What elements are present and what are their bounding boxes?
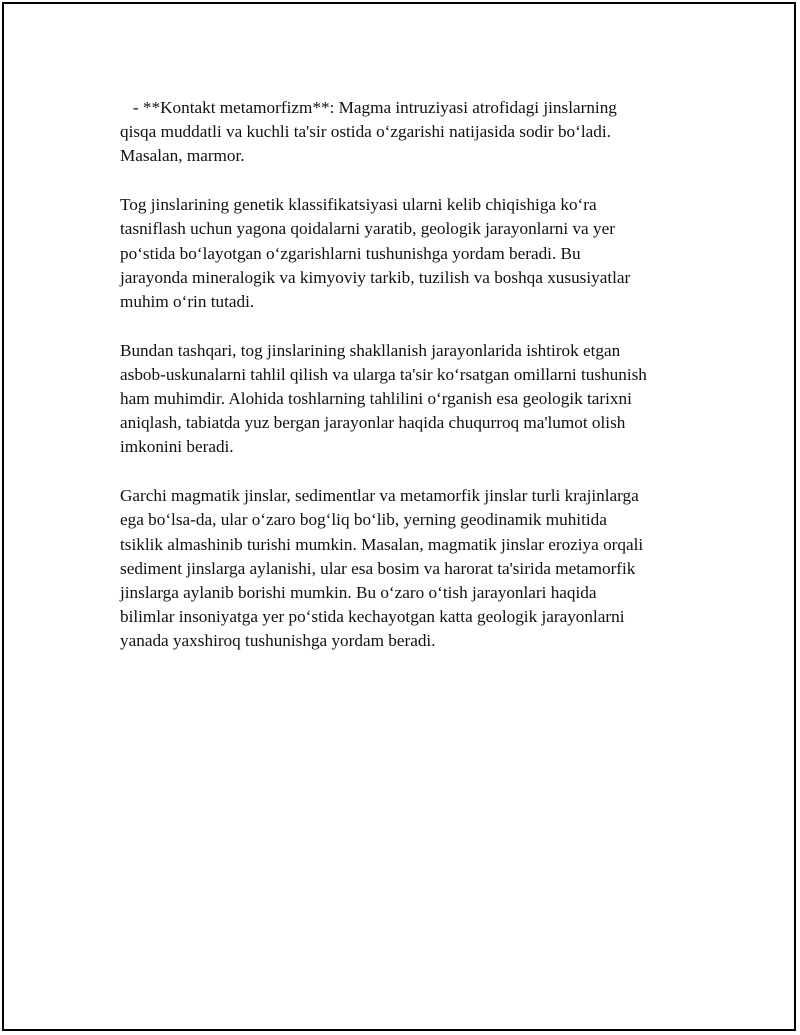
text-line: imkonini beradi. — [120, 437, 234, 457]
text-line: tasniflash uchun yagona qoidalarni yaratib, geologik jarayonlarni va yer — [120, 219, 615, 239]
paragraph-kontakt-metamorfizm — [120, 96, 690, 169]
text-line: asbob-uskunalarni tahlil qilish va ularga ta'sir ko‘rsatgan omillarni tushunish — [120, 364, 647, 384]
paragraph-shakllanish-jarayonlari — [120, 339, 690, 460]
text-line: po‘stida bo‘layotgan o‘zgarishlarni tushunishga yordam beradi. Bu — [120, 243, 581, 263]
text-line: bilimlar insoniyatga yer po‘stida kechayotgan katta geologik jarayonlarni — [120, 607, 625, 627]
text-line: Bundan tashqari, tog jinslarining shakllanish jarayonlarida ishtirok etgan — [120, 340, 621, 360]
text-line: ham muhimdir. Alohida toshlarning tahlilini o‘rganish esa geologik tarixni — [120, 389, 632, 409]
text-line: Masalan, marmor. — [120, 146, 245, 166]
text-line: - **Kontakt metamorfizm**: Magma intruziyasi atrofidagi jinslarning — [120, 98, 617, 117]
text-line: qisqa muddatli va kuchli ta'sir ostida o‘zgarishi natijasida sodir bo‘ladi. — [120, 122, 611, 142]
text-line: jinslarga aylanib borishi mumkin. Bu o‘zaro o‘tish jarayonlari haqida — [120, 582, 597, 602]
text-line: sediment jinslarga aylanishi, ular esa bosim va harorat ta'sirida metamorfik — [120, 558, 636, 578]
paragraph-genetik-klassifikatsiya — [120, 193, 690, 314]
text-line: Tog jinslarining genetik klassifikatsiyasi ularni kelib chiqishiga ko‘ra — [120, 195, 597, 215]
text-line: tsiklik almashinib turishi mumkin. Masalan, magmatik jinslar eroziya orqali — [120, 534, 644, 554]
paragraph-ozaro-bogliqlik — [120, 484, 690, 653]
document-body — [120, 96, 690, 678]
text-line: muhim o‘rin tutadi. — [120, 291, 255, 311]
text-line: ega bo‘lsa-da, ular o‘zaro bog‘liq bo‘lib, yerning geodinamik muhitida — [120, 510, 607, 530]
text-line: Garchi magmatik jinslar, sedimentlar va metamorfik jinslar turli krajinlarga — [120, 486, 639, 506]
document-page — [2, 2, 796, 1031]
text-line: jarayonda mineralogik va kimyoviy tarkib, tuzilish va boshqa xususiyatlar — [120, 267, 631, 287]
text-line: aniqlash, tabiatda yuz bergan jarayonlar haqida chuqurroq ma'lumot olish — [120, 413, 626, 433]
text-line: yanada yaxshiroq tushunishga yordam beradi. — [120, 631, 436, 651]
